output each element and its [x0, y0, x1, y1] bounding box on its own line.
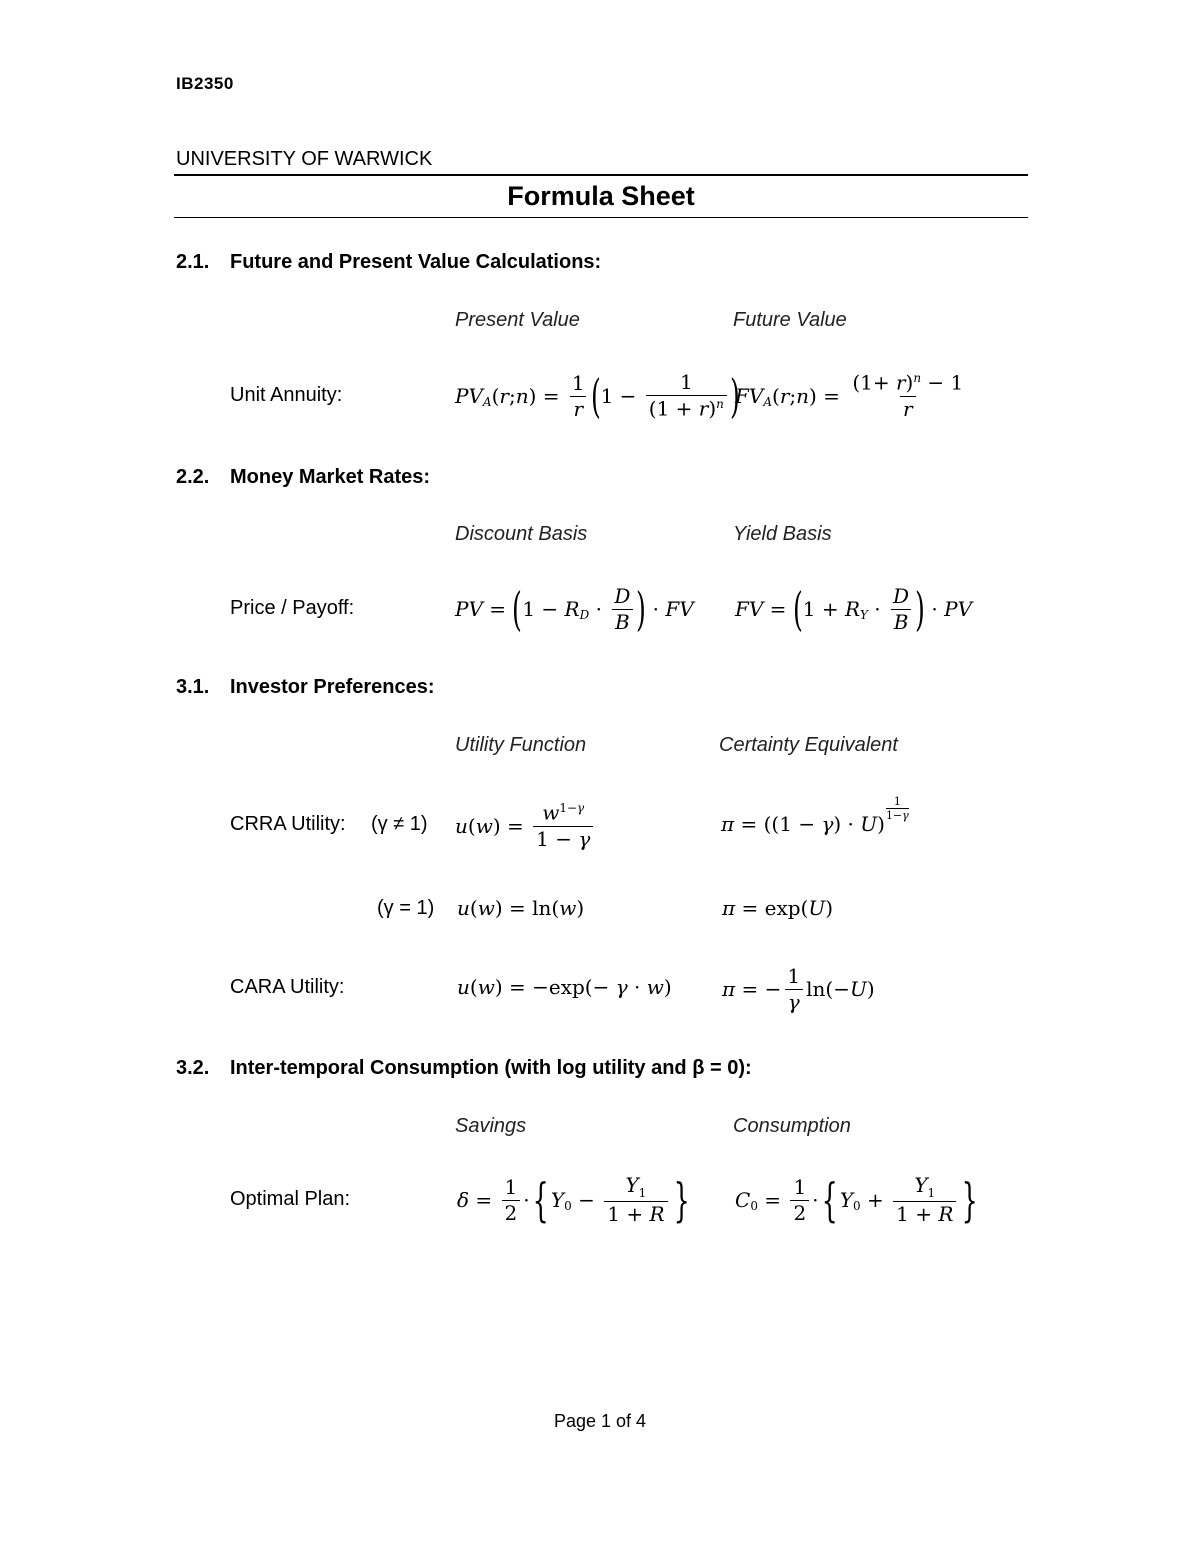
- row-label: Price / Payoff:: [230, 597, 355, 619]
- section-number: 2.1.: [176, 251, 210, 273]
- gamma-condition: (γ ≠ 1): [371, 813, 428, 835]
- cara-utility-formula: u ( w ) = −exp(− γ · w ): [457, 975, 672, 999]
- yield-basis-formula: FV = ( 1 + R $_Y$ · $\frac{D}{B}$ ) · PV: [735, 582, 973, 636]
- column-heading: Utility Function: [455, 734, 587, 756]
- page-title: Formula Sheet: [507, 181, 695, 211]
- section-title: Investor Preferences:: [230, 676, 435, 698]
- gamma-condition: (γ = 1): [377, 897, 435, 919]
- column-heading: Savings: [455, 1115, 527, 1137]
- optimal-consumption-formula: C $_0$ = $\frac{1}{2}$ · { Y $_0$ + $\frac{Y_1}{1 + R}$ }: [735, 1172, 979, 1227]
- page-number: Page 1 of 4: [553, 1411, 647, 1431]
- title-rule: [174, 217, 1028, 218]
- column-heading: Certainty Equivalent: [719, 734, 898, 756]
- row-label: Optimal Plan:: [230, 1188, 351, 1210]
- section-number: 3.2.: [176, 1057, 210, 1079]
- crra-certainty-equivalent-formula: π = ((1 − γ ) · U ) $\frac{1}{1-\gamma}$: [721, 794, 909, 836]
- present-value-annuity-formula: PV $_A$ ( r ; n ) = $\frac{1}{r}$ ( 1 − $\frac{1}{(1 + r)^n}$ ): [455, 369, 740, 423]
- log-utility-formula: u ( w ) = ln( w ): [457, 896, 585, 920]
- section-title: Future and Present Value Calculations:: [230, 251, 602, 273]
- course-code: IB2350: [176, 74, 234, 93]
- cara-certainty-equivalent-formula: π = − $\frac{1}{\gamma}$ ln(− U ): [722, 963, 875, 1014]
- row-label: CARA Utility:: [230, 976, 345, 998]
- optimal-savings-formula: δ = $\frac{1}{2}$ · { Y $_0$ − $\frac{Y_1}{1 + R}$ }: [457, 1172, 690, 1227]
- column-heading: Yield Basis: [733, 523, 832, 545]
- column-heading: Consumption: [733, 1115, 851, 1137]
- discount-basis-formula: PV = ( 1 − R $_D$ · $\frac{D}{B}$ ) · FV: [455, 582, 694, 636]
- future-value-annuity-formula: FV $_A$ ( r ; n ) = $\frac{(1+ r)^n - 1}{r}$: [735, 370, 964, 421]
- top-rule: [174, 174, 1028, 176]
- row-label: CRRA Utility:: [230, 813, 346, 835]
- section-number: 3.1.: [176, 676, 210, 698]
- column-heading: Discount Basis: [455, 523, 588, 545]
- section-title: Money Market Rates:: [230, 466, 431, 488]
- section-number: 2.2.: [176, 466, 210, 488]
- section-title: Inter-temporal Consumption (with log utility and β = 0):: [230, 1057, 752, 1079]
- university-name: UNIVERSITY OF WARWICK: [176, 148, 433, 170]
- row-label: Unit Annuity:: [230, 384, 343, 406]
- column-heading: Future Value: [733, 309, 847, 331]
- crra-utility-formula: u ( w ) = $\frac{w^{1-\gamma}}{1 - \gamma}$: [455, 795, 596, 857]
- log-certainty-equivalent-formula: π = exp( U ): [722, 896, 834, 920]
- column-heading: Present Value: [455, 309, 580, 331]
